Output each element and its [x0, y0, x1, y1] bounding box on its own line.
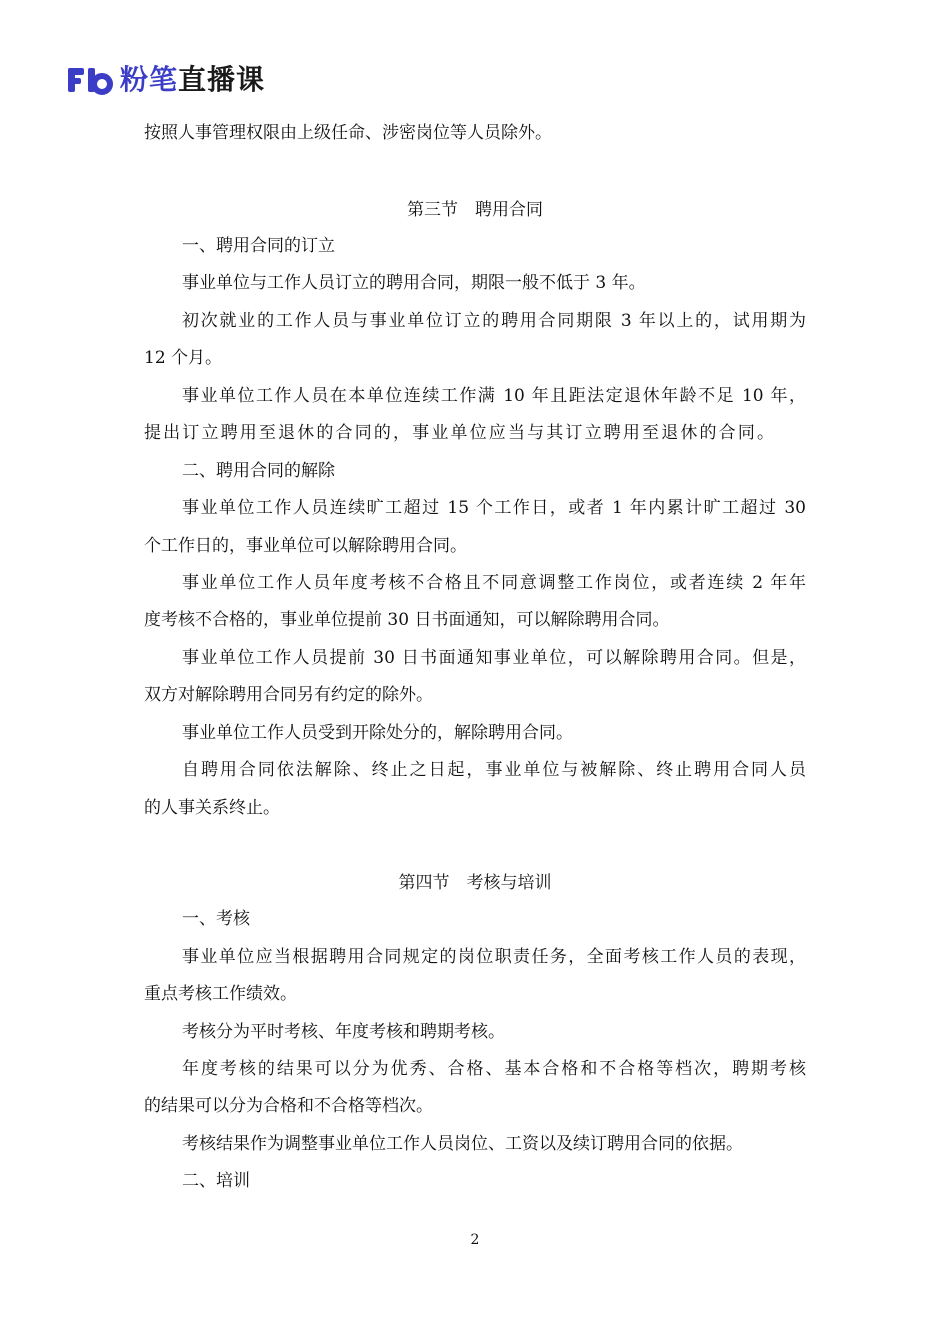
- subsection-heading: 二、培训: [182, 1171, 250, 1191]
- brand-name-part2: 直播课: [178, 63, 266, 96]
- header-brand: [66, 62, 265, 98]
- paragraph-line: 提出订立聘用至退休的合同的，事业单位应当与其订立聘用至退休的合同。: [144, 423, 774, 443]
- paragraph-line: 事业单位工作人员年度考核不合格且不同意调整工作岗位，或者连续 2 年年: [182, 573, 806, 593]
- subsection-heading: 二、聘用合同的解除: [182, 461, 335, 481]
- paragraph-line: 考核结果作为调整事业单位工作人员岗位、工资以及续订聘用合同的依据。: [182, 1134, 743, 1154]
- paragraph-line: 事业单位应当根据聘用合同规定的岗位职责任务，全面考核工作人员的表现，: [182, 947, 806, 967]
- paragraph-line: 的人事关系终止。: [144, 798, 280, 818]
- paragraph-line: 双方对解除聘用合同另有约定的除外。: [144, 685, 433, 705]
- paragraph-line: 事业单位工作人员在本单位连续工作满 10 年且距法定退休年龄不足 10 年，: [182, 386, 806, 406]
- brand-name-part1: 粉笔: [120, 63, 179, 96]
- paragraph-line: 度考核不合格的，事业单位提前 30 日书面通知，可以解除聘用合同。: [144, 610, 670, 630]
- paragraph-line: 按照人事管理权限由上级任命、涉密岗位等人员除外。: [144, 123, 552, 143]
- subsection-heading: 一、考核: [182, 909, 250, 929]
- paragraph-line: 事业单位与工作人员订立的聘用合同，期限一般不低于 3 年。: [182, 273, 646, 293]
- paragraph-line: 事业单位工作人员连续旷工超过 15 个工作日，或者 1 年内累计旷工超过 30: [182, 498, 806, 518]
- paragraph-line: 年度考核的结果可以分为优秀、合格、基本合格和不合格等档次，聘期考核: [182, 1059, 806, 1079]
- paragraph-line: 事业单位工作人员提前 30 日书面通知事业单位，可以解除聘用合同。但是，: [182, 648, 806, 668]
- fb-logo-icon: [66, 65, 114, 95]
- paragraph-line: 考核分为平时考核、年度考核和聘期考核。: [182, 1022, 505, 1042]
- paragraph-line: 个工作日的，事业单位可以解除聘用合同。: [144, 536, 467, 556]
- paragraph-line: 初次就业的工作人员与事业单位订立的聘用合同期限 3 年以上的，试用期为: [182, 311, 806, 331]
- subsection-heading: 一、聘用合同的订立: [182, 236, 335, 256]
- paragraph-line: 的结果可以分为合格和不合格等档次。: [144, 1096, 433, 1116]
- paragraph-line: 12 个月。: [144, 348, 223, 368]
- paragraph-line: 事业单位工作人员受到开除处分的，解除聘用合同。: [182, 723, 573, 743]
- paragraph-line: 自聘用合同依法解除、终止之日起，事业单位与被解除、终止聘用合同人员: [182, 760, 806, 780]
- section-title: 第四节 考核与培训: [398, 873, 552, 893]
- page-number: 2: [470, 1232, 480, 1248]
- brand-name: [120, 63, 266, 96]
- paragraph-line: 重点考核工作绩效。: [144, 984, 297, 1004]
- section-title: 第三节 聘用合同: [407, 200, 543, 220]
